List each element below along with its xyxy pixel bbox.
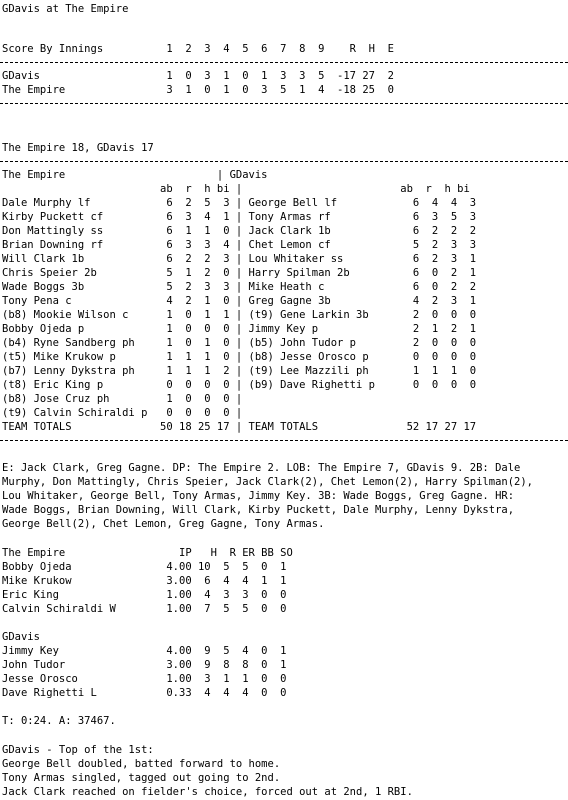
divider — [0, 103, 568, 104]
game-notes-line: Wade Boggs, Brian Downing, Will Clark, Kirby Puckett, Dale Murphy, Lenny Dykstra, — [2, 504, 515, 516]
game-notes-line: Lou Whitaker, George Bell, Tony Armas, Jimmy Key. 3B: Wade Boggs, Greg Gagne. HR: — [2, 490, 515, 502]
box-row: Dale Murphy lf 6 2 5 3 | George Bell lf 6 4 4 3 — [2, 197, 477, 209]
play-by-play-line: Tony Armas singled, tagged out going to 2nd. — [2, 772, 281, 784]
box-row: (t5) Mike Krukow p 1 1 1 0 | (b8) Jesse Orosco p 0 0 0 0 — [2, 351, 477, 363]
box-row: (t9) Calvin Schiraldi p 0 0 0 0 | — [2, 407, 243, 419]
game-notes-line: E: Jack Clark, Greg Gagne. DP: The Empire 2. LOB: The Empire 7, GDavis 9. 2B: Dale — [2, 462, 521, 474]
linescore-row-empire: The Empire 3 1 0 1 0 3 5 1 4 -18 25 0 — [2, 84, 394, 96]
box-row: (t8) Eric King p 0 0 0 0 | (b9) Dave Righetti p 0 0 0 0 — [2, 379, 477, 391]
box-row: Don Mattingly ss 6 1 1 0 | Jack Clark 1b 6 2 2 2 — [2, 225, 477, 237]
box-row: (b7) Lenny Dykstra ph 1 1 1 2 | (t9) Lee Mazzili ph 1 1 1 0 — [2, 365, 477, 377]
box-row: Kirby Puckett cf 6 3 4 1 | Tony Armas rf 6 3 5 3 — [2, 211, 477, 223]
pitching-row: Mike Krukow 3.00 6 4 4 1 1 — [2, 575, 287, 587]
box-row: Will Clark 1b 6 2 2 3 | Lou Whitaker ss 6 2 3 1 — [2, 253, 477, 265]
play-by-play-heading: GDavis - Top of the 1st: — [2, 744, 154, 756]
linescore-header: Score By Innings 1 2 3 4 5 6 7 8 9 R H E — [2, 43, 394, 55]
pitching-row: Calvin Schiraldi W 1.00 7 5 5 0 0 — [2, 603, 287, 615]
game-notes-line: Murphy, Don Mattingly, Chris Speier, Jack Clark(2), Chet Lemon(2), Harry Spilman(2), — [2, 476, 534, 488]
box-row: (b4) Ryne Sandberg ph 1 0 1 0 | (b5) John Tudor p 2 0 0 0 — [2, 337, 477, 349]
box-row: Bobby Ojeda p 1 0 0 0 | Jimmy Key p 2 1 2 1 — [2, 323, 477, 335]
pitching-row: Eric King 1.00 4 3 3 0 0 — [2, 589, 287, 601]
time-attendance: T: 0:24. A: 37467. — [2, 715, 116, 727]
box-row: Brian Downing rf 6 3 3 4 | Chet Lemon cf 5 2 3 3 — [2, 239, 477, 251]
box-row: (b8) Mookie Wilson c 1 0 1 1 | (t9) Gene Larkin 3b 2 0 0 0 — [2, 309, 477, 321]
box-row: Tony Pena c 4 2 1 0 | Greg Gagne 3b 4 2 3 1 — [2, 295, 477, 307]
play-by-play-line: George Bell doubled, batted forward to home. — [2, 758, 281, 770]
divider — [0, 62, 568, 63]
pitching-row: John Tudor 3.00 9 8 8 0 1 — [2, 659, 287, 671]
final-score: The Empire 18, GDavis 17 — [2, 142, 154, 154]
pitching-header-gdavis: GDavis — [2, 631, 40, 643]
box-row: Wade Boggs 3b 5 2 3 3 | Mike Heath c 6 0 2 2 — [2, 281, 477, 293]
box-column-header: ab r h bi | ab r h bi — [2, 183, 470, 195]
play-by-play-line: Jack Clark reached on fielder's choice, forced out at 2nd, 1 RBI. — [2, 786, 413, 798]
box-row: (b8) Jose Cruz ph 1 0 0 0 | — [2, 393, 243, 405]
box-row: Chris Speier 2b 5 1 2 0 | Harry Spilman 2b 6 0 2 1 — [2, 267, 477, 279]
box-team-header: The Empire | GDavis — [2, 169, 268, 181]
pitching-row: Jimmy Key 4.00 9 5 4 0 1 — [2, 645, 287, 657]
game-notes-line: George Bell(2), Chet Lemon, Greg Gagne, Tony Armas. — [2, 518, 325, 530]
divider — [0, 161, 568, 162]
pitching-row: Jesse Orosco 1.00 3 1 1 0 0 — [2, 673, 287, 685]
pitching-row: Dave Righetti L 0.33 4 4 4 0 0 — [2, 687, 287, 699]
pitching-row: Bobby Ojeda 4.00 10 5 5 0 1 — [2, 561, 287, 573]
page-title: GDavis at The Empire — [2, 3, 129, 15]
box-team-totals: TEAM TOTALS 50 18 25 17 | TEAM TOTALS 52 17 27 17 — [2, 421, 477, 433]
divider — [0, 440, 568, 441]
pitching-header-empire: The Empire IP H R ER BB SO — [2, 547, 293, 559]
linescore-row-gdavis: GDavis 1 0 3 1 0 1 3 3 5 -17 27 2 — [2, 70, 394, 82]
